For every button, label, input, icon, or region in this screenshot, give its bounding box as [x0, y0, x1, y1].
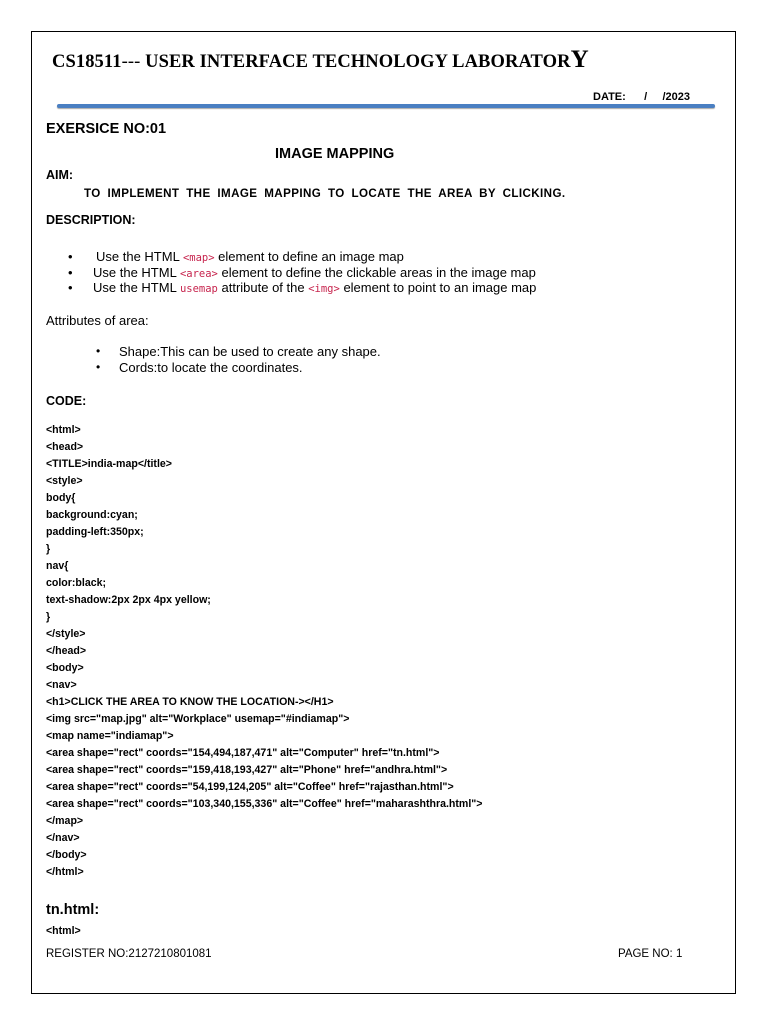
- page-header-title: [52, 46, 589, 74]
- exercise-number: EXERSICE NO:01: [46, 121, 167, 137]
- description-label: DESCRIPTION:: [46, 213, 136, 227]
- course-title: USER INTERFACE TECHNOLOGY LABORATOR: [145, 52, 571, 72]
- code-line: <nav>: [46, 679, 77, 691]
- description-list: [68, 249, 536, 296]
- page-title: IMAGE MAPPING: [275, 146, 395, 162]
- code-line: </nav>: [46, 832, 80, 844]
- date-label: DATE:: [593, 91, 626, 103]
- code-label: CODE:: [46, 394, 87, 408]
- page-number: PAGE NO: 1: [618, 948, 683, 960]
- code-tag: <area>: [179, 267, 218, 280]
- code-line: <area shape="rect" coords="154,494,187,471" alt="Computer" href="tn.html">: [46, 747, 440, 759]
- code-tag: <map>: [182, 252, 215, 264]
- list-item: • Shape:This can be used to create any shape.: [96, 344, 381, 360]
- list-item-text: Use the HTML: [93, 280, 180, 296]
- code-tag: <img>: [308, 283, 340, 296]
- course-code: CS18511: [52, 52, 122, 72]
- code-line: }: [46, 543, 51, 555]
- list-item: [68, 280, 536, 296]
- code-line: <map name="indiamap">: [46, 730, 174, 742]
- attributes-list: [96, 344, 381, 375]
- aim-text: TO IMPLEMENT THE IMAGE MAPPING TO LOCATE THE AREA BY CLICKING.: [84, 187, 566, 200]
- list-item-text: Use the HTML: [96, 249, 183, 264]
- list-item-text: Use the HTML: [93, 264, 180, 280]
- code-line: text-shadow:2px 2px 4px yellow;: [46, 594, 211, 606]
- list-item-text: element to point to an image map: [339, 280, 537, 296]
- code-line: <html>: [46, 925, 81, 937]
- code-line: }: [46, 611, 51, 623]
- code-line: background:cyan;: [46, 509, 138, 521]
- list-item-text: element to define an image map: [214, 249, 404, 264]
- code-line: <style>: [46, 475, 83, 487]
- code-line: <html>: [46, 424, 81, 436]
- code-line: <body>: [46, 662, 84, 674]
- code-line: <head>: [46, 441, 84, 453]
- code-line: <h1>CLICK THE AREA TO KNOW THE LOCATION-></H1>: [46, 696, 334, 708]
- date-slash: /: [644, 91, 648, 103]
- list-item-text: element to define the clickable areas in the image map: [217, 264, 536, 280]
- register-number: REGISTER NO:2127210801081: [46, 948, 212, 960]
- code-line: </html>: [46, 866, 84, 878]
- code-tag: usemap: [179, 283, 218, 296]
- code-line: </body>: [46, 849, 87, 861]
- code-line: <area shape="rect" coords="103,340,155,336" alt="Coffee" href="maharashthra.html">: [46, 798, 483, 810]
- attributes-label: Attributes of area:: [46, 313, 149, 328]
- date-field: [593, 91, 690, 103]
- code-block: [46, 422, 482, 881]
- aim-label: AIM:: [46, 168, 74, 182]
- code-line: </head>: [46, 645, 87, 657]
- code-line: <area shape="rect" coords="54,199,124,205" alt="Coffee" href="rajasthan.html">: [46, 781, 454, 793]
- list-item: [68, 249, 536, 265]
- header-rule: [57, 104, 715, 108]
- code-line: <TITLE>india-map</title>: [46, 458, 172, 470]
- code-line: body{: [46, 492, 76, 504]
- list-item-text: attribute of the: [217, 280, 309, 296]
- code-line: color:black;: [46, 577, 107, 589]
- code-line: padding-left:350px;: [46, 526, 144, 538]
- code-line: nav{: [46, 560, 69, 572]
- course-title-last-letter: Y: [570, 46, 589, 73]
- code-line: <area shape="rect" coords="159,418,193,427" alt="Phone" href="andhra.html">: [46, 764, 448, 776]
- code-line: </style>: [46, 628, 86, 640]
- code-line: <img src="map.jpg" alt="Workplace" usemap="#indiamap">: [46, 713, 350, 725]
- header-dashes: ---: [121, 52, 141, 72]
- list-item: • Cords:to locate the coordinates.: [96, 360, 381, 376]
- tn-html-label: tn.html:: [46, 902, 100, 918]
- list-item: [68, 265, 536, 281]
- code-line: </map>: [46, 815, 84, 827]
- date-year: /2023: [662, 91, 691, 103]
